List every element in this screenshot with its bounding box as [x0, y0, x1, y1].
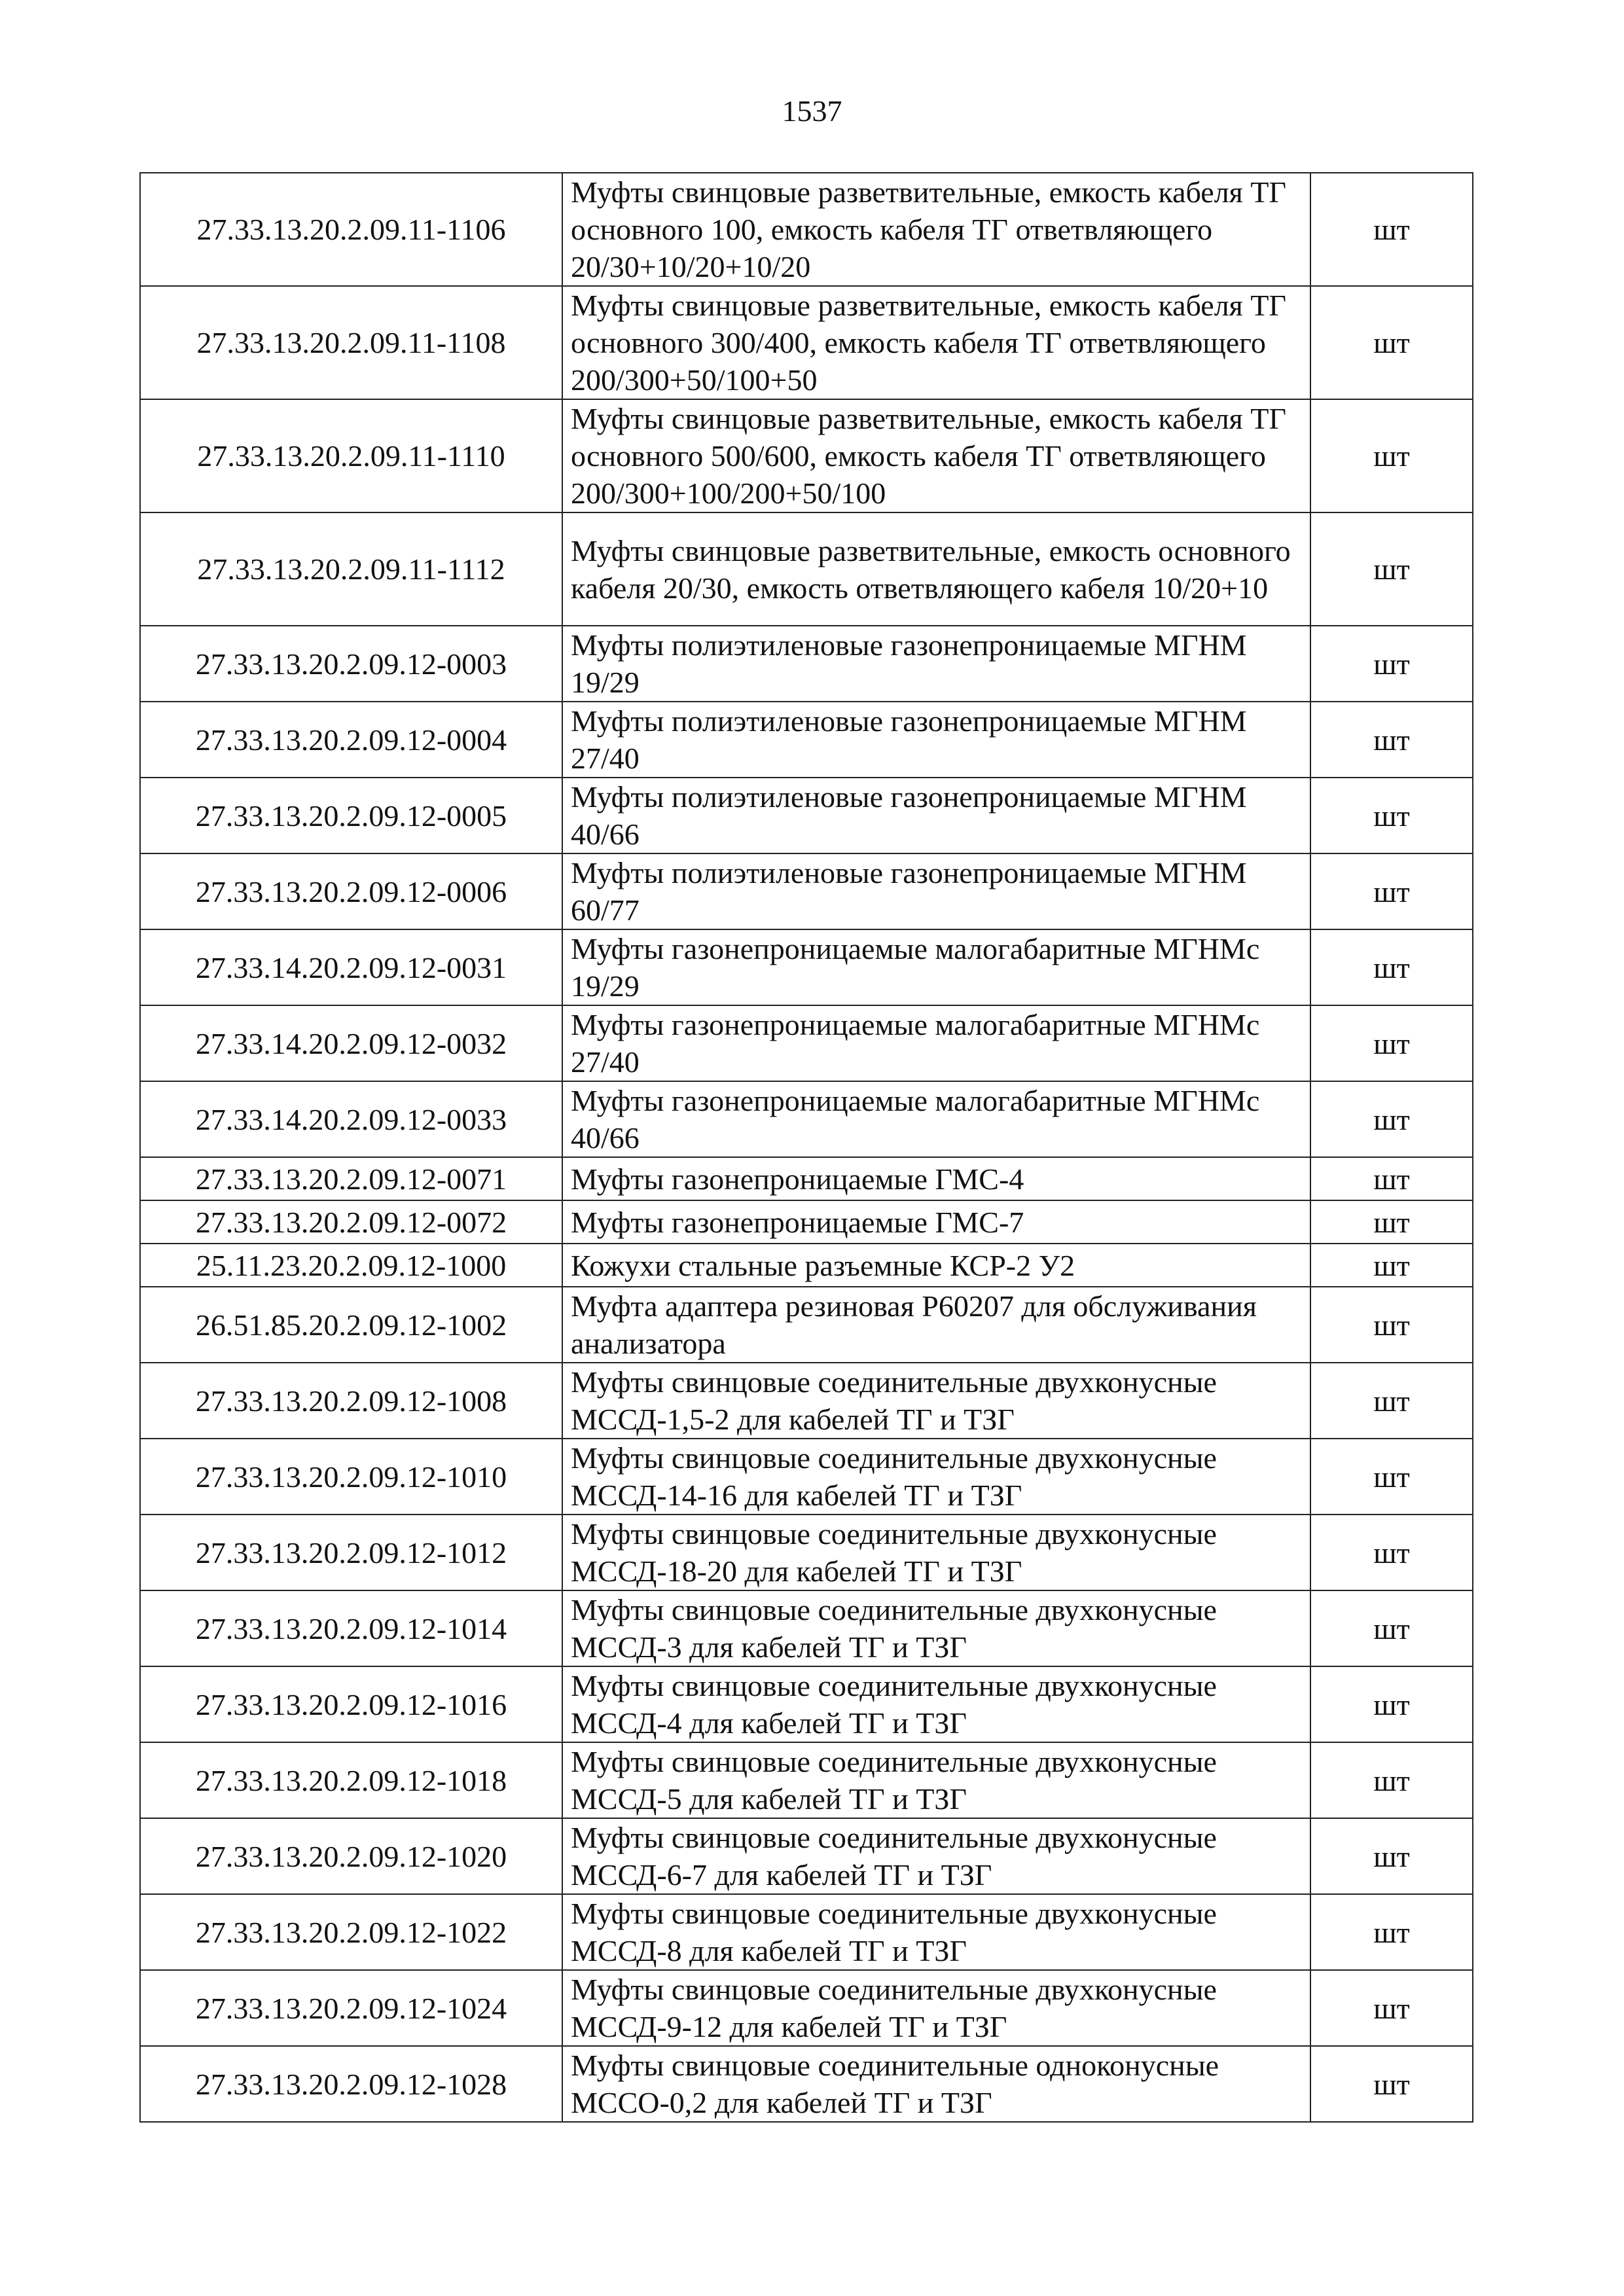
item-unit: шт: [1310, 2046, 1473, 2122]
catalog-table: [139, 172, 1473, 2123]
table-row: [140, 1970, 1473, 2046]
item-unit: шт: [1310, 1742, 1473, 1818]
table-row: [140, 1818, 1473, 1894]
item-unit: шт: [1310, 1666, 1473, 1742]
item-code: 27.33.14.20.2.09.12-0031: [140, 929, 562, 1005]
item-code: 27.33.13.20.2.09.12-0003: [140, 626, 562, 702]
item-unit: шт: [1310, 702, 1473, 778]
item-name: Муфты полиэтиленовые газонепроницаемые МГНМ 27/40: [562, 702, 1310, 778]
item-unit: шт: [1310, 1515, 1473, 1590]
item-unit: шт: [1310, 1081, 1473, 1157]
item-code: 27.33.13.20.2.09.12-1028: [140, 2046, 562, 2122]
item-name: Муфты свинцовые разветвительные, емкость кабеля ТГ основного 100, емкость кабеля ТГ ответвляющего 20/30+10/20+10/20: [562, 173, 1310, 286]
table-row: [140, 1200, 1473, 1244]
table-row: [140, 702, 1473, 778]
item-unit: шт: [1310, 778, 1473, 853]
item-name: Муфты газонепроницаемые ГМС-7: [562, 1200, 1310, 1244]
item-unit: шт: [1310, 1818, 1473, 1894]
item-unit: шт: [1310, 1287, 1473, 1363]
item-code: 27.33.13.20.2.09.11-1108: [140, 286, 562, 399]
table-row: [140, 286, 1473, 399]
item-name: Муфты свинцовые соединительные двухконусные МССД-1,5-2 для кабелей ТГ и ТЗГ: [562, 1363, 1310, 1439]
item-name: Муфты свинцовые соединительные двухконусные МССД-3 для кабелей ТГ и ТЗГ: [562, 1590, 1310, 1666]
table-row: [140, 173, 1473, 286]
item-code: 27.33.13.20.2.09.12-0072: [140, 1200, 562, 1244]
item-unit: шт: [1310, 1200, 1473, 1244]
item-unit: шт: [1310, 1439, 1473, 1515]
item-name: Муфты свинцовые разветвительные, емкость основного кабеля 20/30, емкость ответвляющего кабеля 10/20+10: [562, 512, 1310, 626]
table-row: [140, 2046, 1473, 2122]
item-code: 27.33.13.20.2.09.12-1014: [140, 1590, 562, 1666]
item-unit: шт: [1310, 1894, 1473, 1970]
item-code: 27.33.13.20.2.09.12-1008: [140, 1363, 562, 1439]
item-name: Муфты свинцовые соединительные двухконусные МССД-4 для кабелей ТГ и ТЗГ: [562, 1666, 1310, 1742]
item-name: Муфты свинцовые разветвительные, емкость кабеля ТГ основного 500/600, емкость кабеля ТГ ответвляющего 200/300+100/200+50/100: [562, 399, 1310, 512]
table-row: [140, 1666, 1473, 1742]
item-name: Муфты свинцовые соединительные двухконусные МССД-9-12 для кабелей ТГ и ТЗГ: [562, 1970, 1310, 2046]
page-number: 1537: [782, 94, 842, 128]
table-row: [140, 778, 1473, 853]
item-name: Муфты полиэтиленовые газонепроницаемые МГНМ 40/66: [562, 778, 1310, 853]
item-code: 27.33.14.20.2.09.12-0032: [140, 1005, 562, 1081]
item-code: 27.33.13.20.2.09.11-1112: [140, 512, 562, 626]
table-row: [140, 1363, 1473, 1439]
item-unit: шт: [1310, 626, 1473, 702]
table-row: [140, 1081, 1473, 1157]
item-unit: шт: [1310, 1244, 1473, 1287]
item-unit: шт: [1310, 1970, 1473, 2046]
item-code: 27.33.13.20.2.09.12-0006: [140, 853, 562, 929]
table-row: [140, 1515, 1473, 1590]
item-name: Муфты газонепроницаемые малогабаритные МГНМс 27/40: [562, 1005, 1310, 1081]
item-name: Муфты свинцовые соединительные двухконусные МССД-18-20 для кабелей ТГ и ТЗГ: [562, 1515, 1310, 1590]
item-name: Муфты свинцовые соединительные двухконусные МССД-5 для кабелей ТГ и ТЗГ: [562, 1742, 1310, 1818]
table-row: [140, 929, 1473, 1005]
table-row: [140, 399, 1473, 512]
table-row: [140, 1157, 1473, 1200]
table-row: [140, 1244, 1473, 1287]
table-row: [140, 1590, 1473, 1666]
item-code: 27.33.13.20.2.09.12-1012: [140, 1515, 562, 1590]
table-row: [140, 626, 1473, 702]
item-code: 25.11.23.20.2.09.12-1000: [140, 1244, 562, 1287]
item-unit: шт: [1310, 929, 1473, 1005]
table-row: [140, 1894, 1473, 1970]
item-code: 27.33.13.20.2.09.12-1010: [140, 1439, 562, 1515]
table-row: [140, 512, 1473, 626]
item-name: Муфты газонепроницаемые ГМС-4: [562, 1157, 1310, 1200]
item-code: 27.33.13.20.2.09.12-1022: [140, 1894, 562, 1970]
item-name: Муфты газонепроницаемые малогабаритные МГНМс 40/66: [562, 1081, 1310, 1157]
table-row: [140, 1005, 1473, 1081]
item-code: 27.33.13.20.2.09.12-0071: [140, 1157, 562, 1200]
item-name: Муфты свинцовые соединительные одноконусные МССО-0,2 для кабелей ТГ и ТЗГ: [562, 2046, 1310, 2122]
table-row: [140, 853, 1473, 929]
item-unit: шт: [1310, 399, 1473, 512]
item-unit: шт: [1310, 173, 1473, 286]
item-code: 27.33.13.20.2.09.12-1024: [140, 1970, 562, 2046]
item-name: Муфты свинцовые соединительные двухконусные МССД-6-7 для кабелей ТГ и ТЗГ: [562, 1818, 1310, 1894]
item-unit: шт: [1310, 286, 1473, 399]
table-row: [140, 1287, 1473, 1363]
item-unit: шт: [1310, 1363, 1473, 1439]
item-unit: шт: [1310, 853, 1473, 929]
table-row: [140, 1439, 1473, 1515]
item-unit: шт: [1310, 1005, 1473, 1081]
item-code: 27.33.14.20.2.09.12-0033: [140, 1081, 562, 1157]
item-code: 27.33.13.20.2.09.12-1020: [140, 1818, 562, 1894]
item-code: 27.33.13.20.2.09.11-1106: [140, 173, 562, 286]
item-code: 27.33.13.20.2.09.12-1016: [140, 1666, 562, 1742]
item-code: 27.33.13.20.2.09.12-0005: [140, 778, 562, 853]
item-name: Муфта адаптера резиновая Р60207 для обслуживания анализатора: [562, 1287, 1310, 1363]
item-code: 27.33.13.20.2.09.11-1110: [140, 399, 562, 512]
item-code: 27.33.13.20.2.09.12-1018: [140, 1742, 562, 1818]
item-name: Кожухи стальные разъемные КСР-2 У2: [562, 1244, 1310, 1287]
item-name: Муфты газонепроницаемые малогабаритные МГНМс 19/29: [562, 929, 1310, 1005]
item-name: Муфты свинцовые соединительные двухконусные МССД-8 для кабелей ТГ и ТЗГ: [562, 1894, 1310, 1970]
item-code: 26.51.85.20.2.09.12-1002: [140, 1287, 562, 1363]
item-name: Муфты свинцовые соединительные двухконусные МССД-14-16 для кабелей ТГ и ТЗГ: [562, 1439, 1310, 1515]
item-unit: шт: [1310, 512, 1473, 626]
table-row: [140, 1742, 1473, 1818]
item-name: Муфты свинцовые разветвительные, емкость кабеля ТГ основного 300/400, емкость кабеля ТГ ответвляющего 200/300+50/100+50: [562, 286, 1310, 399]
item-name: Муфты полиэтиленовые газонепроницаемые МГНМ 60/77: [562, 853, 1310, 929]
item-code: 27.33.13.20.2.09.12-0004: [140, 702, 562, 778]
item-name: Муфты полиэтиленовые газонепроницаемые МГНМ 19/29: [562, 626, 1310, 702]
item-unit: шт: [1310, 1157, 1473, 1200]
table-body: [140, 173, 1473, 2122]
item-unit: шт: [1310, 1590, 1473, 1666]
